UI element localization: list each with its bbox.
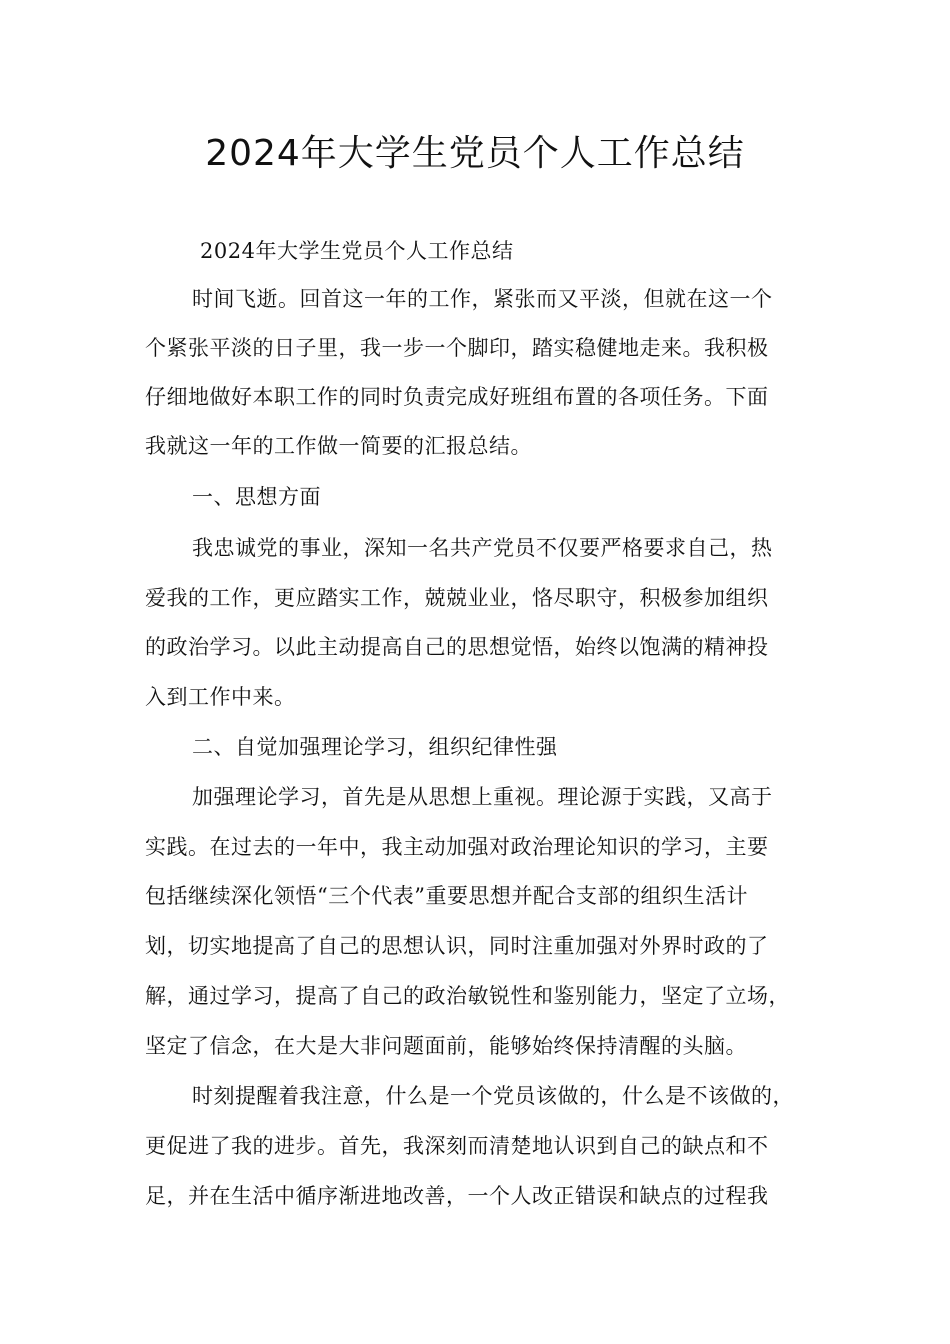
paragraph-line: 仔细地做好本职工作的同时负责完成好班组布置的各项任务。下面: [145, 385, 769, 409]
paragraph-line: 我忠诚党的事业，深知一名共产党员不仅要严格要求自己，热: [192, 536, 773, 560]
paragraph-line: 时间飞逝。回首这一年的工作，紧张而又平淡，但就在这一个: [192, 287, 773, 311]
paragraph-line: 时刻提醒着我注意，什么是一个党员该做的，什么是不该做的，: [192, 1084, 794, 1108]
paragraph-line: 实践。在过去的一年中，我主动加强对政治理论知识的学习，主要: [145, 835, 769, 859]
paragraph-line: 划，切实地提高了自己的思想认识，同时注重加强对外界时政的了: [145, 934, 769, 958]
paragraph-line: 入到工作中来。: [145, 685, 296, 709]
paragraph-line: 包括继续深化领悟“三个代表”重要思想并配合支部的组织生活计: [145, 884, 748, 908]
paragraph-line: 爱我的工作，更应踏实工作，兢兢业业，恪尽职守，积极参加组织: [145, 586, 769, 610]
paragraph-line: 加强理论学习，首先是从思想上重视。理论源于实践，又高于: [192, 785, 773, 809]
paragraph-line: 足，并在生活中循序渐进地改善，一个人改正错误和缺点的过程我: [145, 1184, 769, 1208]
paragraph-line: 解，通过学习，提高了自己的政治敏锐性和鉴别能力，坚定了立场，: [145, 984, 790, 1008]
paragraph-line: 个紧张平淡的日子里，我一步一个脚印，踏实稳健地走来。我积极: [145, 336, 769, 360]
paragraph-line: 我就这一年的工作做一简要的汇报总结。: [145, 434, 532, 458]
document-subtitle: 2024年大学生党员个人工作总结: [200, 239, 514, 263]
paragraph-line: 的政治学习。以此主动提高自己的思想觉悟，始终以饱满的精神投: [145, 635, 769, 659]
section-heading: 一、思想方面: [192, 485, 321, 509]
section-heading: 二、自觉加强理论学习，组织纪律性强: [192, 735, 558, 759]
paragraph-line: 更促进了我的进步。首先，我深刻而清楚地认识到自己的缺点和不: [145, 1134, 769, 1158]
paragraph-line: 坚定了信念，在大是大非问题面前，能够始终保持清醒的头脑。: [145, 1034, 747, 1058]
document-title: 2024年大学生党员个人工作总结: [205, 133, 745, 174]
